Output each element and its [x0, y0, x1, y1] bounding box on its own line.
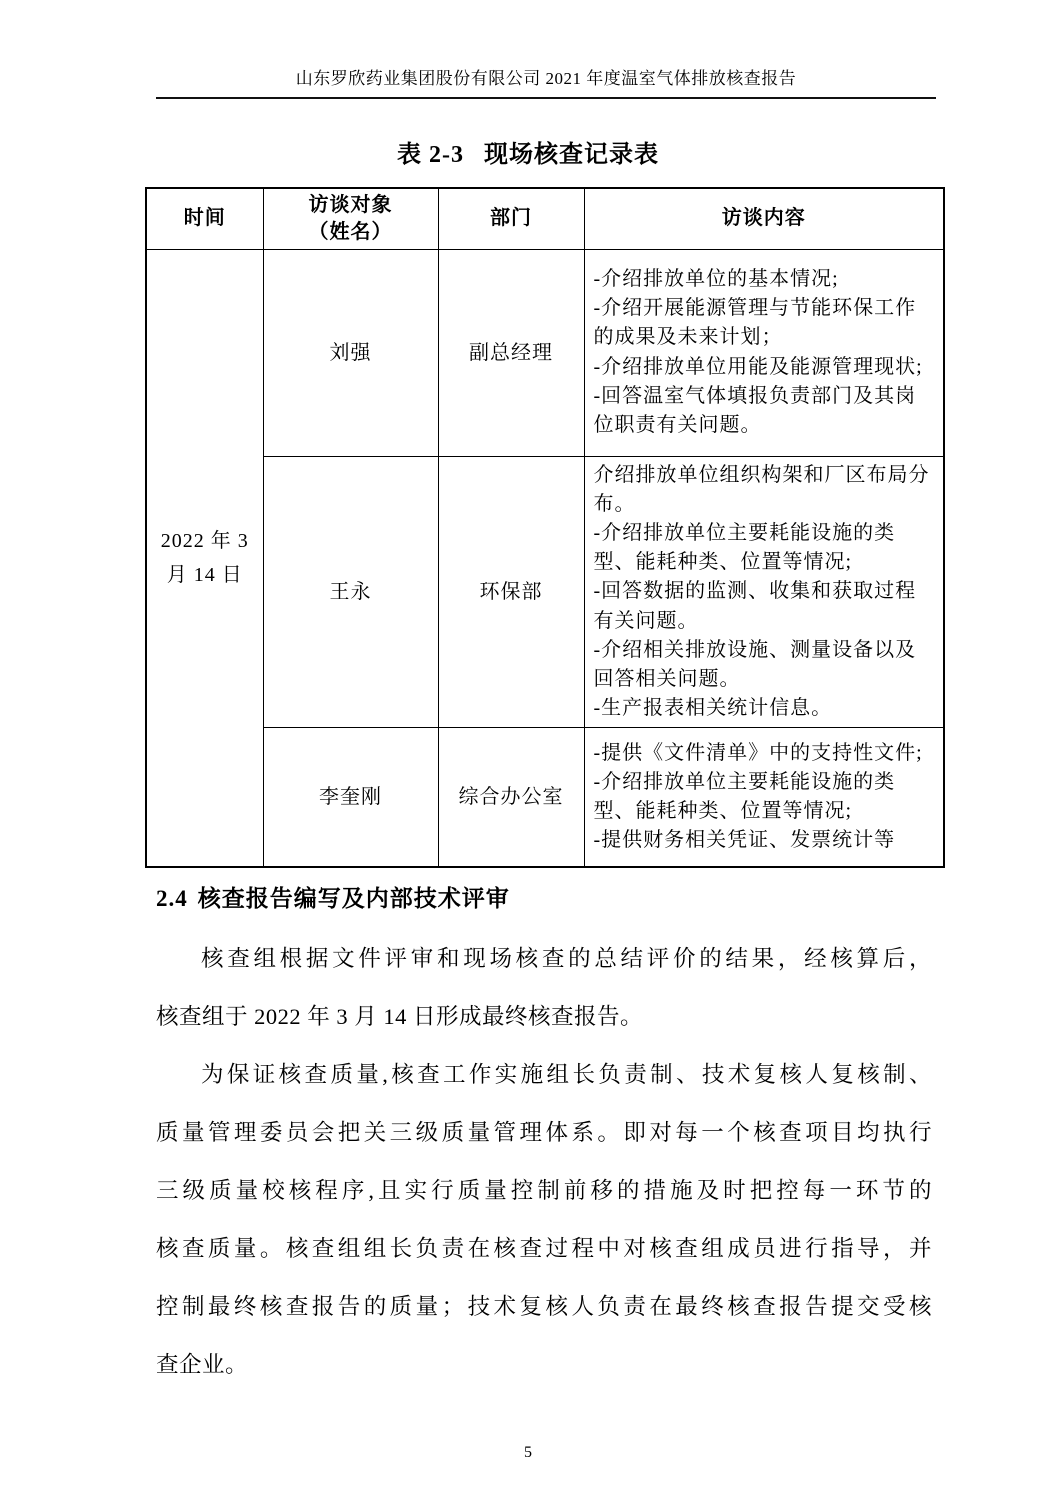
table-caption-text: 现场核查记录表: [484, 142, 659, 168]
interviewee-name-cell: 王永: [263, 456, 438, 728]
interview-content-cell: -介绍排放单位的基本情况; -介绍开展能源管理与节能环保工作的成果及未来计划； -介绍排放单位用能及能源管理现状; -回答温室气体填报负责部门及其岗位职责有关问题。: [584, 249, 944, 456]
page-number: 5: [524, 1444, 532, 1461]
report-header-title: 山东罗欣药业集团股份有限公司 2021 年度温室气体排放核查报告: [156, 64, 936, 99]
col-header-interviewee: 访谈对象 （姓名）: [263, 188, 438, 249]
table-row: [146, 728, 944, 867]
body-paragraph: 为保证核查质量,核查工作实施组长负责制、技术复核人复核制、 质量管理委员会把关三级质量管理体系。即对每一个核查项目均执行 三级质量校核程序,且实行质量控制前移的措施及时把控每一环节的 核查质量。核查组组长负责在核查过程中对核查组成员进行指导，并 控制最终核查报告的质量；技术复核人负责在最终核查报告提交受核 查企业。: [156, 1062, 932, 1377]
table-header-row: [146, 188, 944, 249]
col-header-time: 时间: [146, 188, 263, 249]
site-visit-record-table: [145, 187, 945, 868]
table-caption: [0, 134, 1056, 169]
interviewee-name-cell: 李奎刚: [263, 728, 438, 867]
section-number: 2.4: [156, 886, 188, 911]
table-caption-number: 表 2-3: [397, 142, 464, 168]
col-header-department: 部门: [438, 188, 584, 249]
section-title: 核查报告编写及内部技术评审: [197, 886, 510, 911]
department-cell: 副总经理: [438, 249, 584, 456]
department-cell: 综合办公室: [438, 728, 584, 867]
table-row: [146, 249, 944, 456]
section-heading: [156, 880, 936, 913]
interview-content-cell: -提供《文件清单》中的支持性文件; -介绍排放单位主要耗能设施的类型、能耗种类、位置等情况; -提供财务相关凭证、发票统计等: [584, 728, 944, 867]
col-header-content: 访谈内容: [584, 188, 944, 249]
interviewee-name-cell: 刘强: [263, 249, 438, 456]
table-row: [146, 456, 944, 728]
date-cell: 2022 年 3 月 14 日: [146, 249, 263, 867]
body-paragraph: 核查组根据文件评审和现场核查的总结评价的结果，经核算后， 核查组于 2022 年 3 月 14 日形成最终核查报告。: [156, 946, 932, 1029]
department-cell: 环保部: [438, 456, 584, 728]
interview-content-cell: 介绍排放单位组织构架和厂区布局分布。 -介绍排放单位主要耗能设施的类型、能耗种类、位置等情况; -回答数据的监测、收集和获取过程有关问题。 -介绍相关排放设施、测量设备以及回答相关问题。 -生产报表相关统计信息。: [584, 456, 944, 728]
